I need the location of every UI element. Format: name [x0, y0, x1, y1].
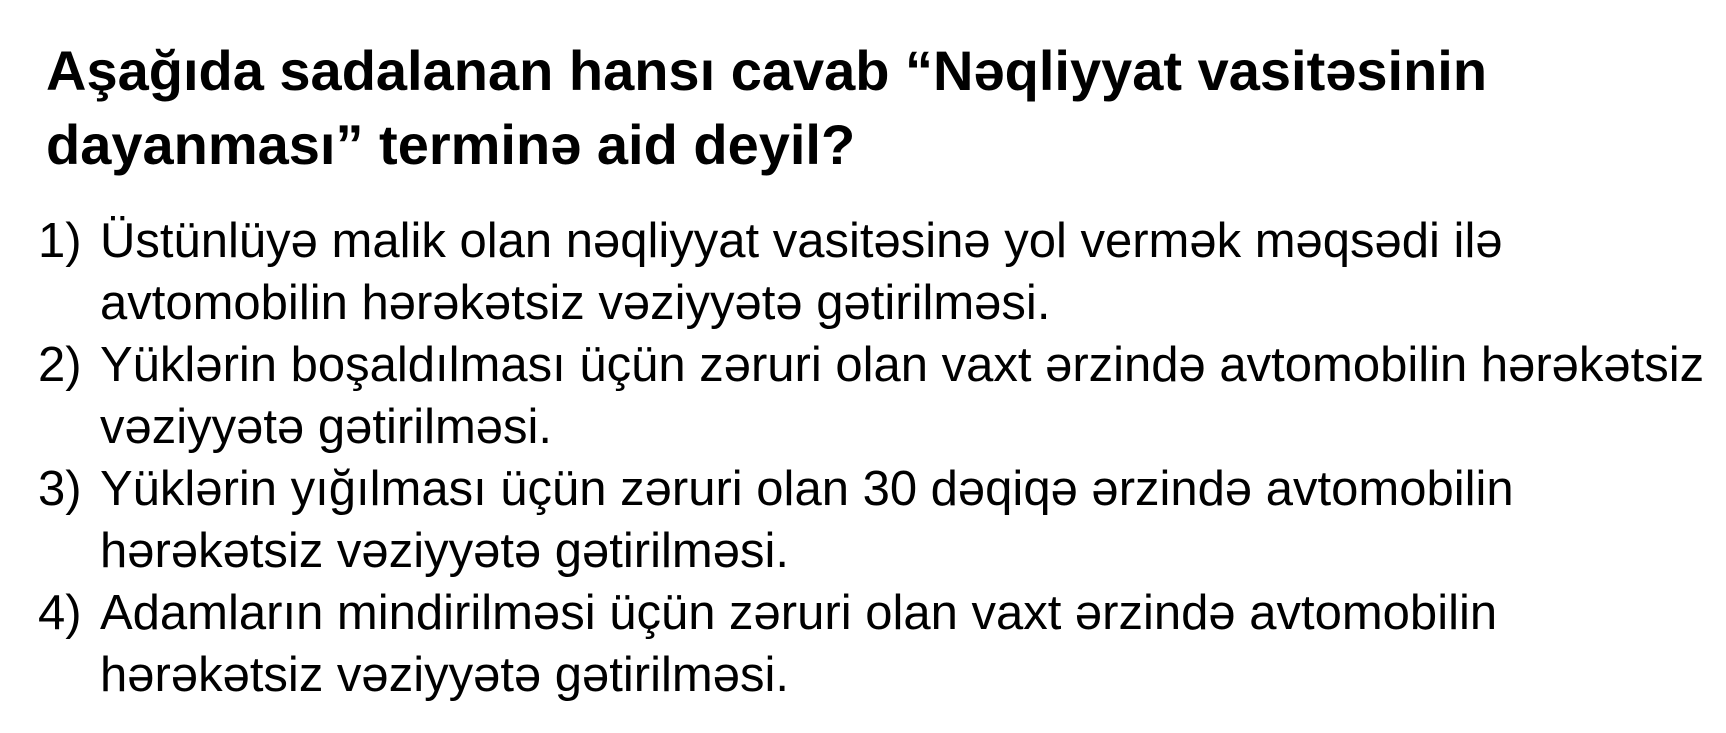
answer-text: Üstünlüyə malik olan nəqliyyat vasitəsinə yol vermək məqsədi ilə avtomobilin hərəkətsiz vəziyyətə gətirilməsi. — [100, 214, 1503, 330]
answer-text: Adamların mindirilməsi üçün zəruri olan vaxt ərzində avtomobilin hərəkətsiz vəziyyətə gətirilməsi. — [100, 586, 1498, 702]
answer-option-3[interactable] — [38, 458, 1718, 582]
answer-number: 3) — [38, 462, 82, 516]
answer-option-1[interactable] — [38, 210, 1718, 334]
answer-number: 1) — [38, 214, 82, 268]
answer-option-2[interactable] — [38, 334, 1718, 458]
question-title: Aşağıda sadalanan hansı cavab “Nəqliyyat vasitəsinin dayanması” terminə aid deyil? — [46, 39, 1488, 176]
answer-text: Yüklərin boşaldılması üçün zəruri olan vaxt ərzində avtomobilin hərəkətsiz vəziyyətə gətirilməsi. — [100, 338, 1705, 454]
answer-list — [38, 210, 1718, 706]
answer-number: 2) — [38, 338, 82, 392]
answer-text: Yüklərin yığılması üçün zəruri olan 30 dəqiqə ərzində avtomobilin hərəkətsiz vəziyyətə gətirilməsi. — [100, 462, 1514, 578]
answer-number: 4) — [38, 586, 82, 640]
answer-option-4[interactable] — [38, 582, 1718, 706]
